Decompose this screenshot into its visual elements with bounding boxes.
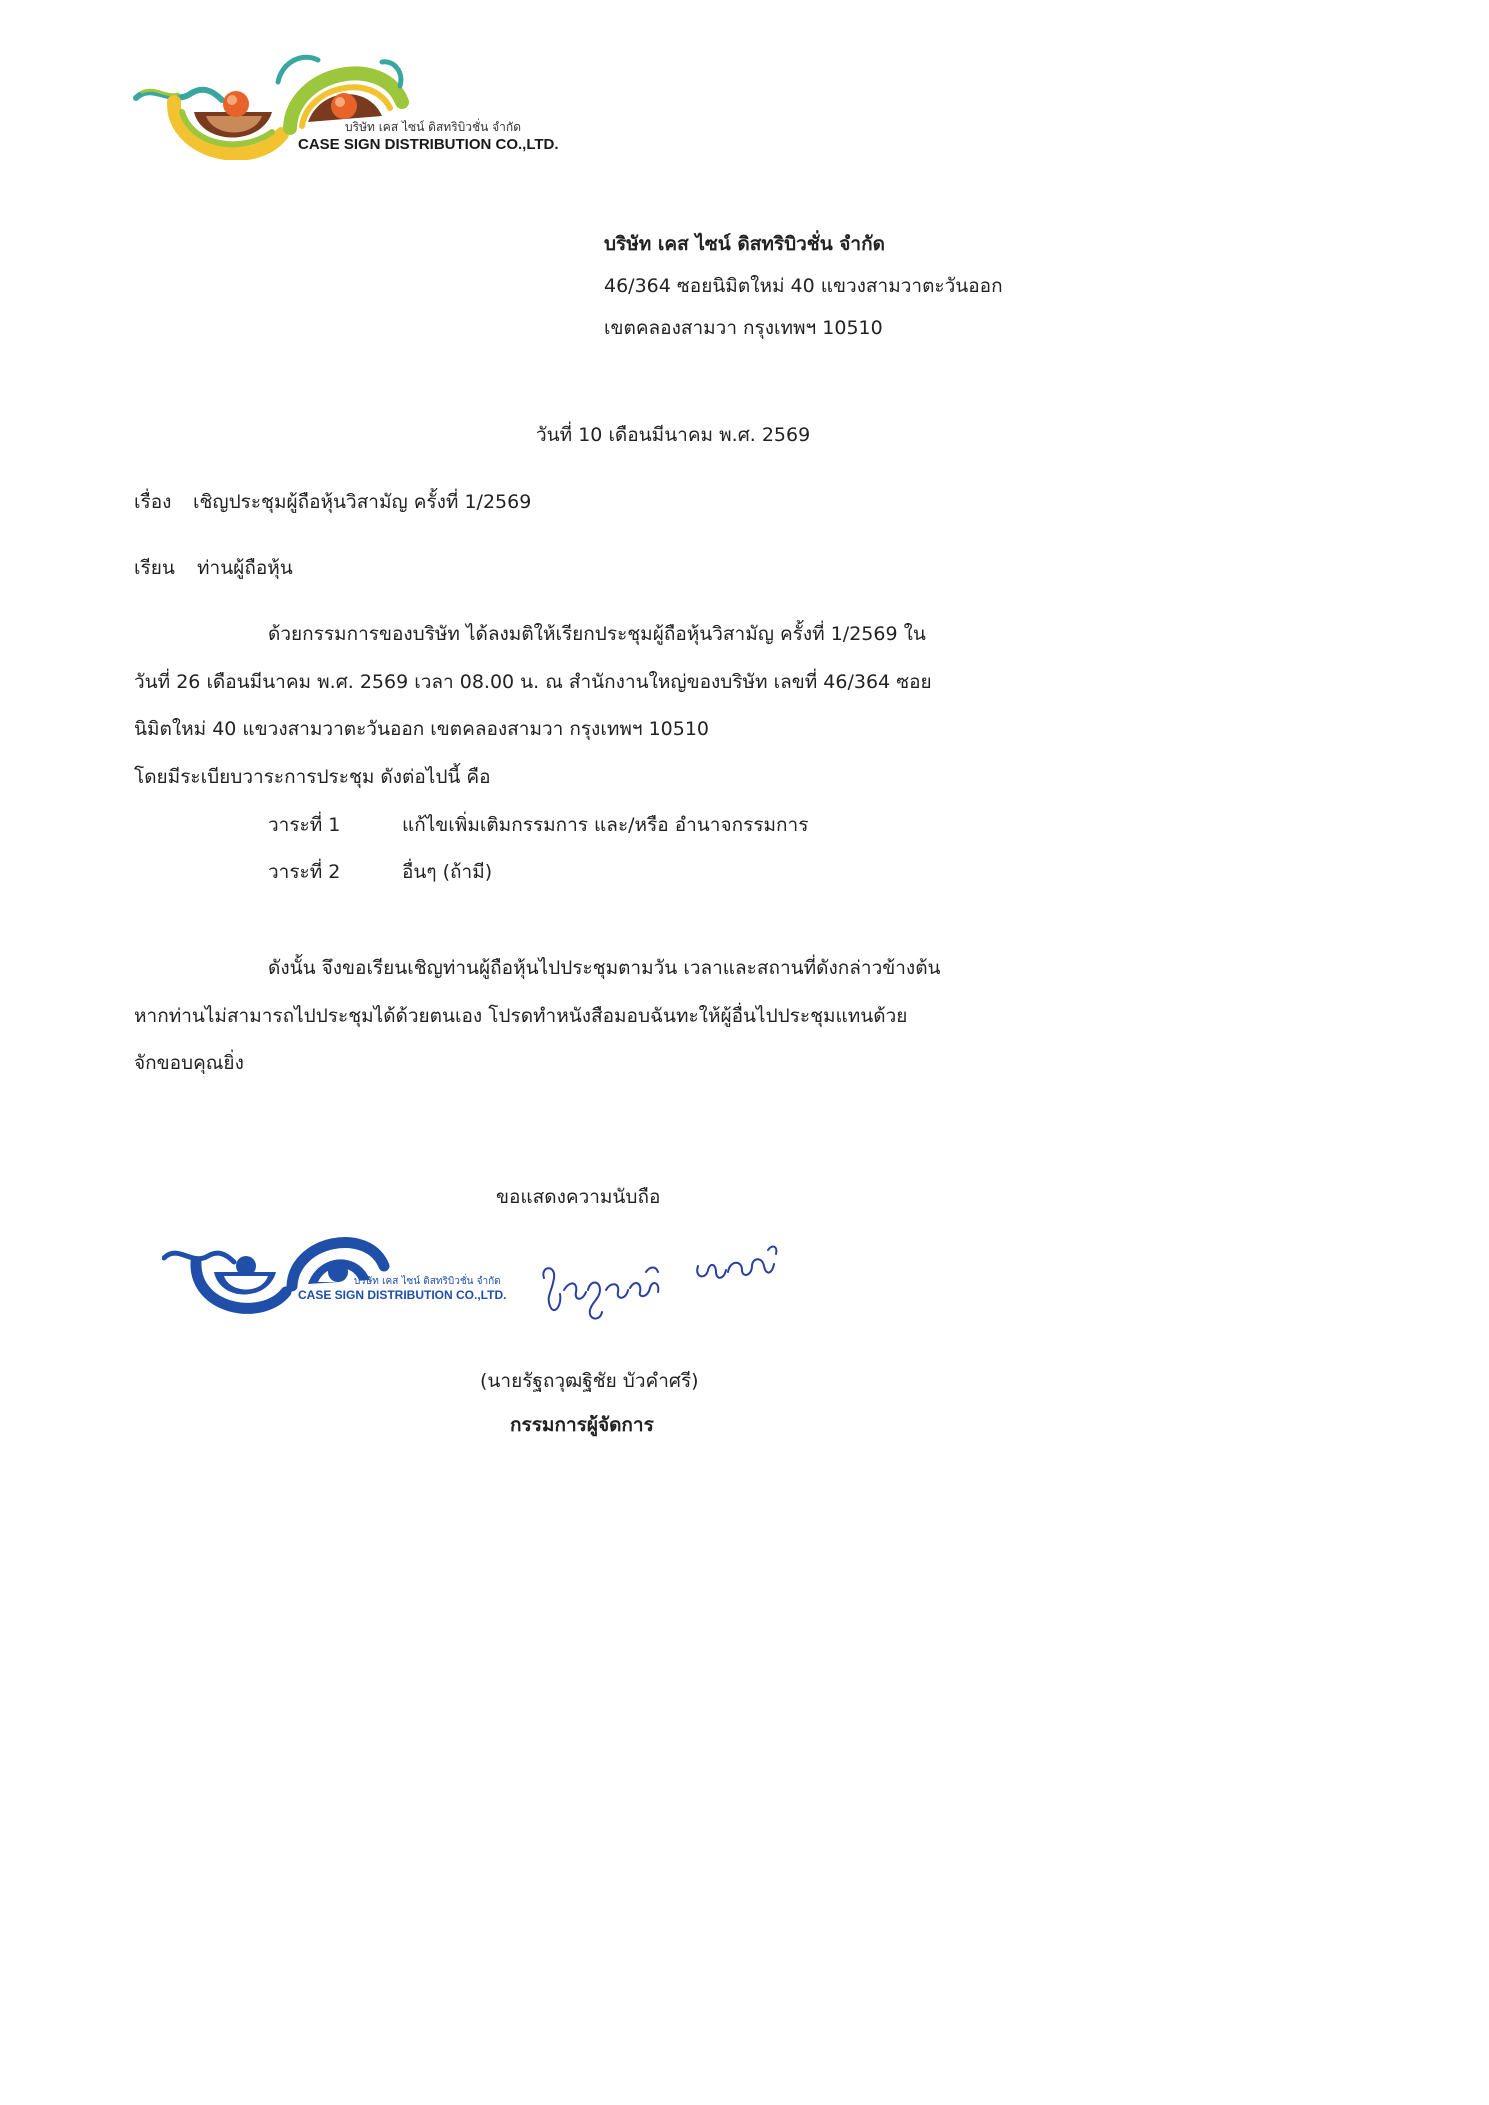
signer-name: (นายรัฐถวุฒฐิชัย บัวคำศรี) xyxy=(480,1370,699,1392)
signature-graphic xyxy=(530,1236,790,1332)
subject-text: เชิญประชุมผู้ถือหุ้นวิสามัญ ครั้งที่ 1/2569 xyxy=(193,491,532,513)
logo-name-th: บริษัท เคส ไซน์ ดิสทริบิวชั่น จำกัด xyxy=(345,120,521,134)
signer-title: กรรมการผู้จัดการ xyxy=(510,1414,654,1436)
company-name: บริษัท เคส ไซน์ ดิสทริบิวชั่น จำกัด xyxy=(604,233,885,255)
body-p2-line-1: ดังนั้น จึงขอเรียนเชิญท่านผู้ถือหุ้นไปประชุมตามวัน เวลาและสถานที่ดังกล่าวข้างต้น xyxy=(268,957,941,979)
agenda-item-2-text: อื่นๆ (ถ้ามี) xyxy=(402,861,493,883)
agenda-item-1-label: วาระที่ 1 xyxy=(268,814,341,836)
recipient-label: เรียน xyxy=(134,557,175,579)
subject-label: เรื่อง xyxy=(134,491,172,513)
agenda-item-1-text: แก้ไขเพิ่มเติมกรรมการ และ/หรือ อำนาจกรรมการ xyxy=(402,814,809,836)
body-p1-line-2: วันที่ 26 เดือนมีนาคม พ.ศ. 2569 เวลา 08.00 น. ณ สำนักงานใหญ่ของบริษัท เลขที่ 46/364 ซอย xyxy=(134,671,932,693)
company-stamp xyxy=(162,1226,512,1318)
company-stamp-graphic xyxy=(162,1226,512,1318)
closing-text: ขอแสดงความนับถือ xyxy=(496,1186,661,1208)
letter-date: วันที่ 10 เดือนมีนาคม พ.ศ. 2569 xyxy=(536,424,811,446)
agenda-item-2-label: วาระที่ 2 xyxy=(268,861,341,883)
body-p1-line-4: โดยมีระเบียบวาระการประชุม ดังต่อไปนี้ คือ xyxy=(134,766,491,788)
address-line-1: 46/364 ซอยนิมิตใหม่ 40 แขวงสามวาตะวันออก xyxy=(604,275,1003,297)
recipient-text: ท่านผู้ถือหุ้น xyxy=(197,557,293,579)
body-p1-line-3: นิมิตใหม่ 40 แขวงสามวาตะวันออก เขตคลองสามวา กรุงเทพฯ 10510 xyxy=(134,718,710,740)
logo-name-en: CASE SIGN DISTRIBUTION CO.,LTD. xyxy=(298,136,559,153)
handwritten-signature xyxy=(530,1236,790,1332)
body-p2-line-3: จักขอบคุณยิ่ง xyxy=(134,1052,244,1074)
stamp-name-en: CASE SIGN DISTRIBUTION CO.,LTD. xyxy=(298,1288,507,1302)
body-p1-line-1: ด้วยกรรมการของบริษัท ได้ลงมติให้เรียกประชุมผู้ถือหุ้นวิสามัญ ครั้งที่ 1/2569 ใน xyxy=(268,623,926,645)
company-logo xyxy=(132,42,559,160)
stamp-name-th: บริษัท เคส ไซน์ ดิสทริบิวชั่น จำกัด xyxy=(354,1276,501,1287)
body-p2-line-2: หากท่านไม่สามารถไปประชุมได้ด้วยตนเอง โปรดทำหนังสือมอบฉันทะให้ผู้อื่นไปประชุมแทนด้วย xyxy=(134,1005,908,1027)
address-line-2: เขตคลองสามวา กรุงเทพฯ 10510 xyxy=(604,317,883,339)
